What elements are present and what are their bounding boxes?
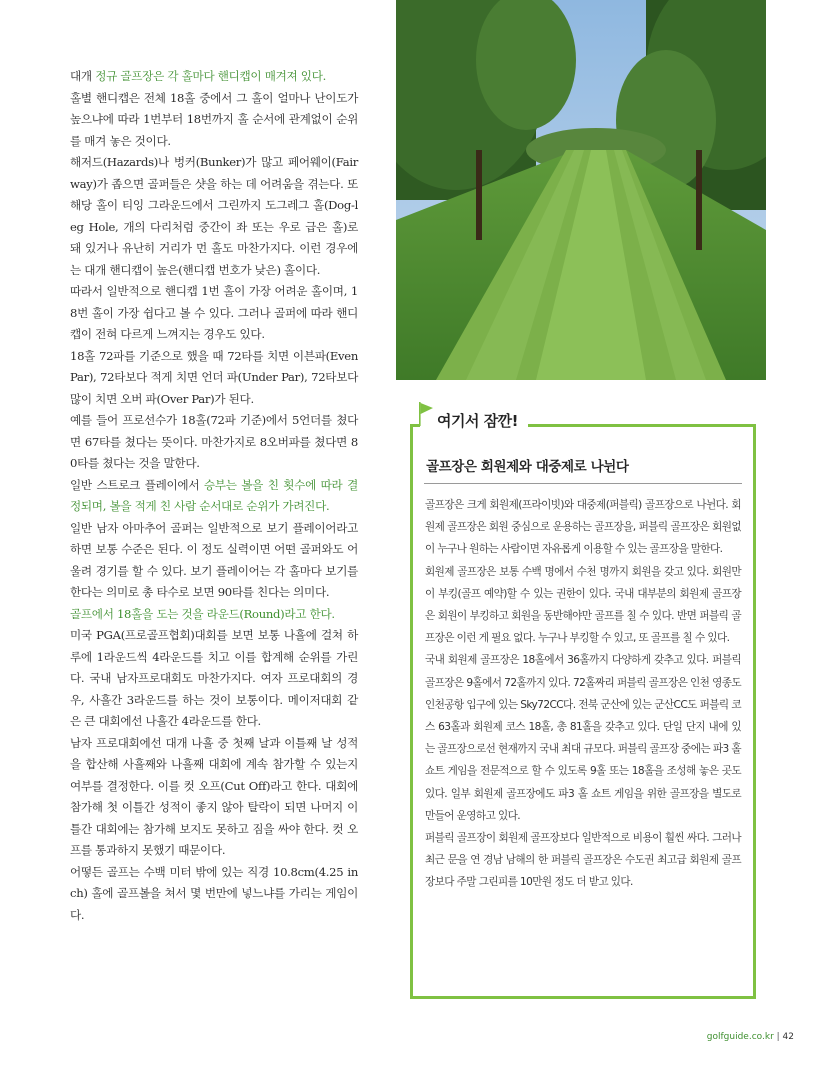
article-body — [70, 66, 358, 926]
highlight-text: 골프에서 18홀을 도는 것을 라운드(Round)라고 한다. — [70, 606, 335, 621]
paragraph-text: 일반 남자 아마추어 골퍼는 일반적으로 보기 플레이어라고 하면 보통 수준은 된다. 이 정도 실력이면 어떤 골퍼와도 어울려 경기를 할 수 있다. 보기 플레이어는 각 홀마다 보기를 한다는 의미로 총 타수로 보면 90타를 친다는 의미다. — [70, 520, 358, 599]
paragraph-text: 대개 — [70, 69, 96, 83]
article-paragraph — [70, 88, 358, 153]
box-paragraph: 국내 회원제 골프장은 18홀에서 36홀까지 다양하게 갖추고 있다. 퍼블릭 골프장은 9홀에서 72홀까지 있다. 72홀짜리 퍼블릭 골프장은 인천 영종도 인천공항 입구에 있는 Sky72CC다. 전북 군산에 있는 군산CC도 퍼블릭 코스 63홀과 회원제 코스 18홀, 총 81홀을 갖추고 있다. 단일 단지 내에 있는 골프장으로선 현재까지 국내 최대 규모다. 퍼블릭 골프장 중에는 파3 홀 쇼트 게임을 전문적으로 할 수 있도록 9홀 또는 18홀을 조성해 놓은 곳도 있다. 일부 회원제 골프장에도 파3 홀 쇼트 게임을 위한 골프장을 별도로 만들어 운영하고 있다. — [425, 654, 741, 822]
article-paragraph — [70, 625, 358, 733]
article-paragraph — [70, 475, 358, 518]
article-paragraph — [70, 862, 358, 927]
box-tag: 여기서 잠깐! — [437, 412, 519, 430]
box-paragraph: 골프장은 크게 회원제(프라이빗)와 대중제(퍼블릭) 골프장으로 나뉜다. 회원제 골프장은 회원 중심으로 운용하는 골프장을, 퍼블릭 골프장은 회원없이 누구나 원하는 사람이면 자유롭게 이용할 수 있는 골프장을 말한다. — [425, 499, 741, 556]
box-title: 골프장은 회원제와 대중제로 나뉜다 — [426, 459, 629, 475]
paragraph-text: 미국 PGA(프로골프협회)대회를 보면 보통 나흘에 걸쳐 하루에 1라운드씩 4라운드를 치고 이를 합계해 순위를 가린다. 국내 남자프로대회도 마찬가지다. 여자 프로대회의 경우, 사흘간 3라운드를 하는 것이 보통이다. 메이저대회 같은 큰 대회에선 나흘간 4라운드를 한다. — [70, 628, 358, 728]
box-body — [425, 494, 741, 894]
article-paragraph — [70, 346, 358, 411]
box-paragraph: 회원제 골프장은 보통 수백 명에서 수천 명까지 회원을 갖고 있다. 회원만이 부킹(골프 예약)할 수 있는 권한이 있다. 국내 대부분의 회원제 골프장은 회원이 부킹하고 회원을 동반해야만 골프를 칠 수 있다. 반면 퍼블릭 골프장은 이런 게 필요 없다. 누구나 부킹할 수 있고, 또 골프를 칠 수 있다. — [425, 565, 741, 645]
article-paragraph — [70, 66, 358, 88]
box-divider — [424, 483, 742, 484]
article-paragraph — [70, 733, 358, 862]
article-paragraph — [70, 518, 358, 604]
paragraph-text: 18홀 72파를 기준으로 했을 때 72타를 치면 이븐파(Even Par), 72타보다 적게 치면 언더 파(Under Par), 72타보다 많이 치면 오버 파(Over Par)가 된다. — [70, 348, 358, 406]
article-paragraph — [70, 410, 358, 475]
page-number: 42 — [782, 1032, 794, 1042]
article-paragraph — [70, 152, 358, 281]
paragraph-text: 해저드(Hazards)나 벙커(Bunker)가 많고 페어웨이(Fairway)가 좁으면 골퍼들은 샷을 하는 데 어려움을 겪는다. 또 해당 홀이 티잉 그라운드에서 그린까지 도그레그 홀(Dog-leg Hole, 개의 다리처럼 중간이 좌 또는 우로 급은 홀)로 돼 있거나 유난히 거리가 먼 홀도 마찬가지다. 이런 경우에는 대개 핸디캡이 높은(핸디캡 번호가 낮은) 홀이다. — [70, 155, 358, 277]
highlight-text: 정규 골프장은 각 홀마다 핸디캡이 매겨져 있다. — [95, 69, 326, 83]
article-paragraph — [70, 281, 358, 346]
flag-icon — [418, 402, 434, 426]
highlight-text: 승부는 볼을 친 횟수에 따라 결정되며, 볼을 적게 친 사람 순서대로 순위가 가려진다. — [70, 477, 358, 513]
footer-site: golfguide.co.kr — [706, 1032, 774, 1042]
paragraph-text: 따라서 일반적으로 핸디캡 1번 홀이 가장 어려운 홀이며, 18번 홀이 가장 쉽다고 볼 수 있다. 그러나 골퍼에 따라 핸디캡이 전혀 다르게 느껴지는 경우도 있다. — [70, 284, 358, 341]
paragraph-text: 홀별 핸디캡은 전체 18홀 중에서 그 홀이 얼마나 난이도가 높으냐에 따라 1번부터 18번까지 홀 순서에 관계없이 순위를 매겨 놓은 것이다. — [70, 90, 358, 148]
page-footer — [707, 1032, 794, 1042]
article-paragraph — [70, 604, 358, 626]
paragraph-text: 어떻든 골프는 수백 미터 밖에 있는 직경 10.8cm(4.25 inch) 홀에 골프볼을 쳐서 몇 번만에 넣느냐를 가리는 게임이다. — [70, 864, 358, 922]
golf-fairway-photo — [396, 0, 766, 380]
box-paragraph: 퍼블릭 골프장이 회원제 골프장보다 일반적으로 비용이 훨씬 싸다. 그러나 최근 문을 연 경남 남해의 한 퍼블릭 골프장은 수도권 최고급 회원제 골프장보다 주말 그린피를 10만원 정도 더 받고 있다. — [425, 832, 741, 889]
footer-separator: | — [773, 1032, 783, 1042]
paragraph-text: 남자 프로대회에선 대개 나흘 중 첫째 날과 이틀째 날 성적을 합산해 사흘째와 나흘째 대회에 계속 참가할 수 있는지 여부를 결정한다. 이를 컷 오프(Cut Off)라고 한다. 대회에 참가해 첫 이틀간 성적이 좋지 않아 탈락이 되면 나머지 이틀간 대회에는 참가해 보지도 못하고 짐을 싸야 한다. 컷 오프를 통과하지 못했기 때문이다. — [70, 735, 358, 857]
paragraph-text: 일반 스트로크 플레이에서 — [70, 477, 204, 492]
paragraph-text: 예를 들어 프로선수가 18홀(72파 기준)에서 5언더를 쳤다면 67타를 쳤다는 뜻이다. 마찬가지로 8오버파를 쳤다면 80타를 쳤다는 것을 말한다. — [70, 413, 358, 470]
